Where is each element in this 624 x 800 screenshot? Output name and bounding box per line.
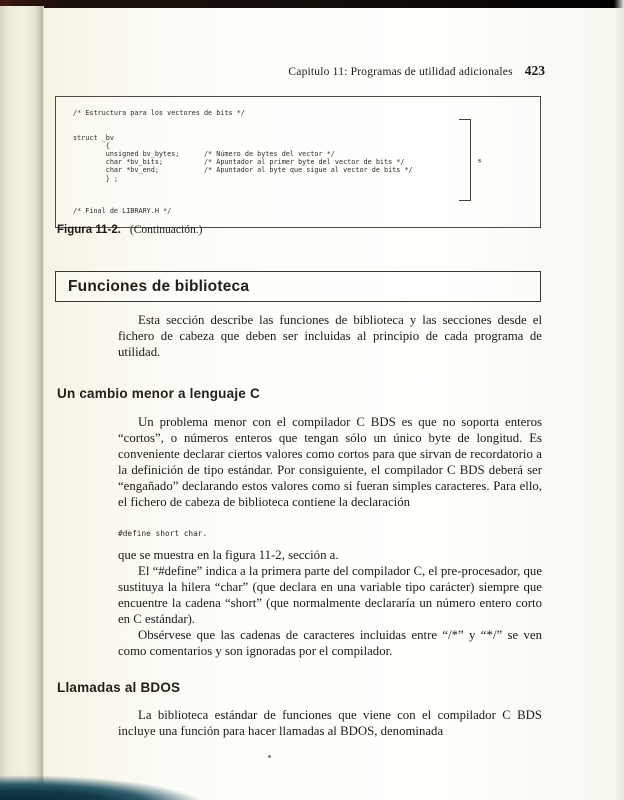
code-line: [73, 183, 413, 191]
figure-code-box: [55, 96, 541, 228]
define-code-line: #define short char.: [118, 529, 208, 538]
section-heading-box: [55, 271, 541, 302]
running-header: [120, 64, 545, 79]
intro-paragraph: Esta sección describe las funciones de biblioteca y las secciones desde el fichero de cabeza que deben ser incluidas al principio de cada programa de utilidad.: [118, 313, 542, 359]
figure-caption-text: (Continuación.): [129, 224, 203, 236]
paragraph-comentarios: Obsérvese que las cadenas de caracteres incluidas entre “/*” y “*/” se ven como comentarios y son ignoradas por el compilador.: [118, 628, 542, 658]
code-line: unsigned bv_bytes; /* Número de bytes del vector */: [73, 149, 335, 158]
code-line: struct _bv: [73, 133, 114, 142]
bracket-label: s: [478, 155, 481, 165]
paragraph-define-preprocesador: El “#define” indica a la primera parte del compilador C, el pre-procesador, que sustituya la hilera “char” (que declara en una variable tipo carácter) siempre que encuentre la cadena “short” (que normalmente declararía un número entero corto en C estándar).: [118, 564, 542, 626]
code-line: [73, 125, 413, 133]
page-gutter: [0, 6, 44, 800]
code-line: char *bv_bits; /* Apuntador al primer byte del vector de bits */: [73, 158, 405, 167]
code-line: {: [73, 141, 110, 150]
code-line: [73, 191, 413, 199]
code-line: } ;: [73, 174, 119, 183]
figure-caption-label: Figura 11-2.: [57, 224, 121, 236]
section-title: Funciones de biblioteca: [68, 277, 250, 295]
figure-caption: [57, 224, 202, 236]
ink-dot: [268, 755, 271, 758]
section-bracket: [459, 119, 481, 201]
paragraph-figura-ref: que se muestra en la figura 11-2, sección a.: [118, 548, 339, 562]
scan-top-edge: [0, 0, 624, 8]
define-explanation-block: [118, 547, 542, 659]
page-number: 423: [524, 63, 545, 78]
code-line: /* Final de LIBRARY.H */: [73, 207, 172, 216]
code-line: [73, 117, 413, 125]
code-line: /* Estructura para los vectores de bits */: [73, 109, 245, 117]
code-listing: [73, 109, 413, 215]
subsection-title-llamadas-bdos: Llamadas al BDOS: [57, 680, 181, 695]
paragraph-bds-short: Un problema menor con el compilador C BDS es que no soporta enteros “cortos”, o números enteros que tengan sólo un único byte de longitud. Es conveniente declarar ciertos valores como cortos para que sirvan de recordatorio a la definición de tipo estándar. Por consiguiente, el compilador C BDS deberá ser “engañado” declarando estos valores como si fueran simples caracteres. Para ello, el fichero de cabeza de biblioteca contiene la declaración: [118, 415, 542, 509]
subsection-title-cambio-menor: Un cambio menor a lenguaje C: [57, 386, 260, 401]
code-line: char *bv_end; /* Apuntador al byte que sigue al vector de bits */: [73, 166, 413, 175]
code-line: [73, 199, 413, 207]
scan-bottom-shadow: [0, 754, 260, 800]
page-right-shade: [614, 0, 624, 800]
paragraph-biblioteca-bdos: La biblioteca estándar de funciones que viene con el compilador C BDS incluye una función para hacer llamadas al BDOS, denominada: [118, 708, 542, 738]
chapter-title: Capitulo 11: Programas de utilidad adicionales: [288, 66, 513, 78]
